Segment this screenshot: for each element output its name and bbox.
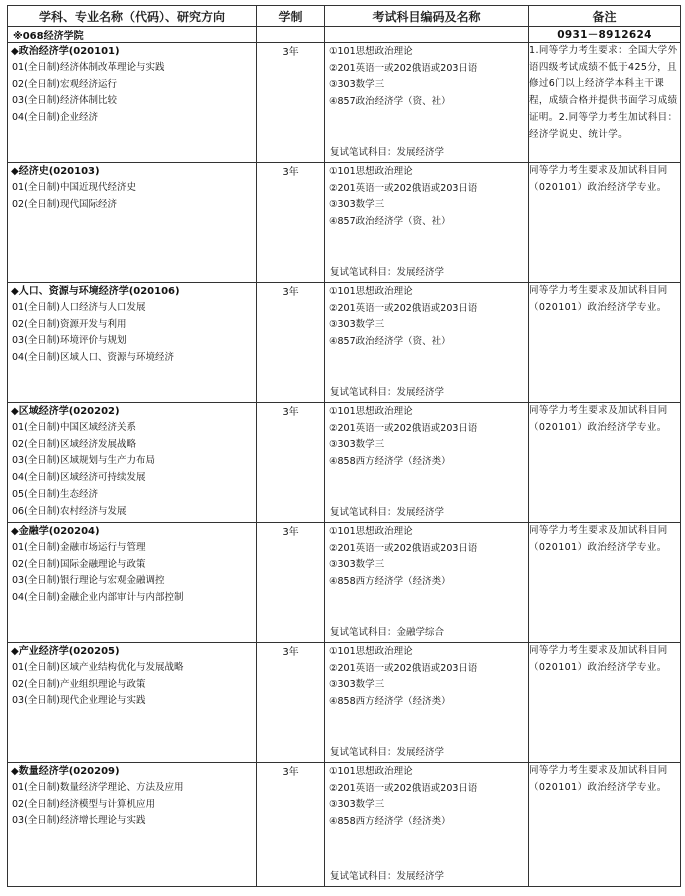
research-direction: 02(全日制)产业组织理论与政策 xyxy=(12,678,146,690)
research-direction: 01(全日制)金融市场运行与管理 xyxy=(12,542,146,553)
major-info-cell xyxy=(8,43,257,163)
exam-subject: ④857政治经济学（资、社） xyxy=(329,96,451,108)
major-remark: 同等学力考生要求及加试科目同（020101）政治经济学专业。 xyxy=(529,283,681,403)
major-row xyxy=(8,163,681,283)
study-duration: 3年 xyxy=(257,163,325,283)
exam-subject: ④857政治经济学（资、社） xyxy=(329,336,451,348)
research-direction: 01(全日制)经济体制改革理论与实践 xyxy=(12,62,165,73)
research-direction: 01(全日制)人口经济与人口发展 xyxy=(12,302,146,313)
exam-subject: ②201英语一或202俄语或203日语 xyxy=(329,62,478,74)
major-remark: 同等学力考生要求及加试科目同（020101）政治经济学专业。 xyxy=(529,523,681,643)
research-direction: 02(全日制)现代国际经济 xyxy=(12,198,118,210)
research-direction: 02(全日制)区域经济发展战略 xyxy=(12,438,137,450)
exam-subject: ③303数学三 xyxy=(329,439,385,451)
exam-subject: ①101思想政治理论 xyxy=(329,406,413,417)
exam-subject: ③303数学三 xyxy=(329,319,385,331)
header-duration: 学制 xyxy=(257,6,325,27)
study-duration: 3年 xyxy=(257,523,325,643)
research-direction-list xyxy=(8,300,256,367)
exam-subject: ②201英语一或202俄语或203日语 xyxy=(329,422,478,434)
research-direction: 06(全日制)农村经济与发展 xyxy=(12,505,127,517)
major-row xyxy=(8,283,681,403)
exam-subject: ②201英语一或202俄语或203日语 xyxy=(329,302,478,314)
exam-subjects-cell xyxy=(325,763,529,887)
research-direction: 01(全日制)中国区域经济关系 xyxy=(12,422,137,433)
exam-subject-list xyxy=(325,403,528,471)
header-discipline: 学科、专业名称（代码）、研究方向 xyxy=(8,6,257,27)
research-direction: 04(全日制)区域人口、资源与环境经济 xyxy=(12,352,175,364)
research-direction-list xyxy=(8,420,256,520)
exam-subjects-cell xyxy=(325,43,529,163)
major-info-cell xyxy=(8,163,257,283)
research-direction: 04(全日制)金融企业内部审计与内部控制 xyxy=(12,592,184,604)
exam-subject: ④858西方经济学（经济类） xyxy=(329,696,451,708)
research-direction: 02(全日制)经济模型与计算机应用 xyxy=(12,798,156,810)
major-info-cell xyxy=(8,283,257,403)
research-direction: 01(全日制)区域产业结构优化与发展战略 xyxy=(12,662,184,673)
exam-subjects-cell xyxy=(325,163,529,283)
research-direction-list xyxy=(8,60,256,127)
exam-subject-list xyxy=(325,643,528,711)
research-direction: 03(全日制)现代企业理论与实践 xyxy=(12,695,146,707)
college-empty-exam xyxy=(325,27,529,43)
research-direction: 03(全日制)银行理论与宏观金融调控 xyxy=(12,575,165,587)
header-remark: 备注 xyxy=(529,6,681,27)
exam-subject: ①101思想政治理论 xyxy=(329,766,413,777)
exam-subject: ④858西方经济学（经济类） xyxy=(329,456,451,468)
major-row xyxy=(8,643,681,763)
exam-subject: ③303数学三 xyxy=(329,799,385,811)
major-info-cell xyxy=(8,643,257,763)
study-duration: 3年 xyxy=(257,283,325,403)
exam-subject-list xyxy=(325,163,528,231)
exam-subject: ④858西方经济学（经济类） xyxy=(329,816,451,828)
research-direction: 04(全日制)企业经济 xyxy=(12,112,99,124)
exam-subject: ①101思想政治理论 xyxy=(329,526,413,537)
study-duration: 3年 xyxy=(257,403,325,523)
major-title: ◆经济史(020103) xyxy=(11,166,100,177)
major-info-cell xyxy=(8,763,257,887)
research-direction-list xyxy=(8,180,256,213)
exam-subjects-cell xyxy=(325,643,529,763)
college-name: ※068经济学院 xyxy=(8,27,257,43)
exam-subject: ②201英语一或202俄语或203日语 xyxy=(329,182,478,194)
research-direction: 01(全日制)数量经济学理论、方法及应用 xyxy=(12,782,184,793)
research-direction: 02(全日制)国际金融理论与政策 xyxy=(12,558,146,570)
exam-subject: ③303数学三 xyxy=(329,679,385,691)
major-info-cell xyxy=(8,523,257,643)
retest-subject: 复试笔试科目：发展经济学 xyxy=(330,747,445,758)
major-row xyxy=(8,763,681,887)
major-title: ◆人口、资源与环境经济学(020106) xyxy=(11,286,180,297)
retest-subject: 复试笔试科目：发展经济学 xyxy=(330,871,445,882)
major-remark: 同等学力考生要求及加试科目同（020101）政治经济学专业。 xyxy=(529,163,681,283)
exam-subjects-cell xyxy=(325,283,529,403)
major-title: ◆金融学(020204) xyxy=(11,526,100,537)
research-direction: 03(全日制)经济体制比较 xyxy=(12,95,118,107)
exam-subjects-cell xyxy=(325,523,529,643)
research-direction-list xyxy=(8,660,256,710)
table-header-row xyxy=(8,6,681,27)
header-exam-subjects: 考试科目编码及名称 xyxy=(325,6,529,27)
study-duration: 3年 xyxy=(257,43,325,163)
study-duration: 3年 xyxy=(257,763,325,887)
exam-subject-list xyxy=(325,43,528,111)
college-row xyxy=(8,27,681,43)
research-direction: 04(全日制)区域经济可持续发展 xyxy=(12,472,146,484)
exam-subject: ①101思想政治理论 xyxy=(329,166,413,177)
college-phone: 0931－8912624 xyxy=(529,27,681,43)
admissions-catalog-table xyxy=(7,5,681,887)
exam-subject: ③303数学三 xyxy=(329,79,385,91)
major-title: ◆区域经济学(020202) xyxy=(11,406,120,417)
exam-subject: ②201英语一或202俄语或203日语 xyxy=(329,662,478,674)
exam-subject: ①101思想政治理论 xyxy=(329,46,413,57)
major-row xyxy=(8,43,681,163)
exam-subject: ①101思想政治理论 xyxy=(329,646,413,657)
major-remark: 同等学力考生要求及加试科目同（020101）政治经济学专业。 xyxy=(529,403,681,523)
major-row xyxy=(8,403,681,523)
retest-subject: 复试笔试科目：发展经济学 xyxy=(330,387,445,398)
retest-subject: 复试笔试科目：金融学综合 xyxy=(330,627,445,638)
retest-subject: 复试笔试科目：发展经济学 xyxy=(330,507,445,518)
research-direction-list xyxy=(8,780,256,830)
exam-subject-list xyxy=(325,283,528,351)
major-remark: 同等学力考生要求及加试科目同（020101）政治经济学专业。 xyxy=(529,763,681,887)
research-direction: 01(全日制)中国近现代经济史 xyxy=(12,182,137,193)
exam-subject-list xyxy=(325,523,528,591)
exam-subject: ②201英语一或202俄语或203日语 xyxy=(329,542,478,554)
major-remark: 1.同等学力考生要求：全国大学外语四级考试成绩不低于425分，且修过6门以上经济学本科主干课程，成绩合格并提供书面学习成绩证明。2.同等学力考生加试科目：经济学说史、统计学。 xyxy=(529,43,681,163)
exam-subject: ②201英语一或202俄语或203日语 xyxy=(329,782,478,794)
research-direction: 03(全日制)区域规划与生产力布局 xyxy=(12,455,156,467)
retest-subject: 复试笔试科目：发展经济学 xyxy=(330,267,445,278)
exam-subject: ③303数学三 xyxy=(329,559,385,571)
research-direction: 02(全日制)宏观经济运行 xyxy=(12,78,118,90)
major-row xyxy=(8,523,681,643)
research-direction-list xyxy=(8,540,256,607)
major-remark: 同等学力考生要求及加试科目同（020101）政治经济学专业。 xyxy=(529,643,681,763)
major-title: ◆产业经济学(020205) xyxy=(11,646,120,657)
exam-subject-list xyxy=(325,763,528,831)
exam-subjects-cell xyxy=(325,403,529,523)
research-direction: 03(全日制)经济增长理论与实践 xyxy=(12,815,146,827)
exam-subject: ④857政治经济学（资、社） xyxy=(329,216,451,228)
retest-subject: 复试笔试科目：发展经济学 xyxy=(330,147,445,158)
major-title: ◆政治经济学(020101) xyxy=(11,46,120,57)
exam-subject: ③303数学三 xyxy=(329,199,385,211)
research-direction: 05(全日制)生态经济 xyxy=(12,488,99,500)
exam-subject: ①101思想政治理论 xyxy=(329,286,413,297)
major-info-cell xyxy=(8,403,257,523)
major-title: ◆数量经济学(020209) xyxy=(11,766,120,777)
research-direction: 03(全日制)环境评价与规划 xyxy=(12,335,127,347)
exam-subject: ④858西方经济学（经济类） xyxy=(329,576,451,588)
college-empty-duration xyxy=(257,27,325,43)
study-duration: 3年 xyxy=(257,643,325,763)
research-direction: 02(全日制)资源开发与利用 xyxy=(12,318,127,330)
